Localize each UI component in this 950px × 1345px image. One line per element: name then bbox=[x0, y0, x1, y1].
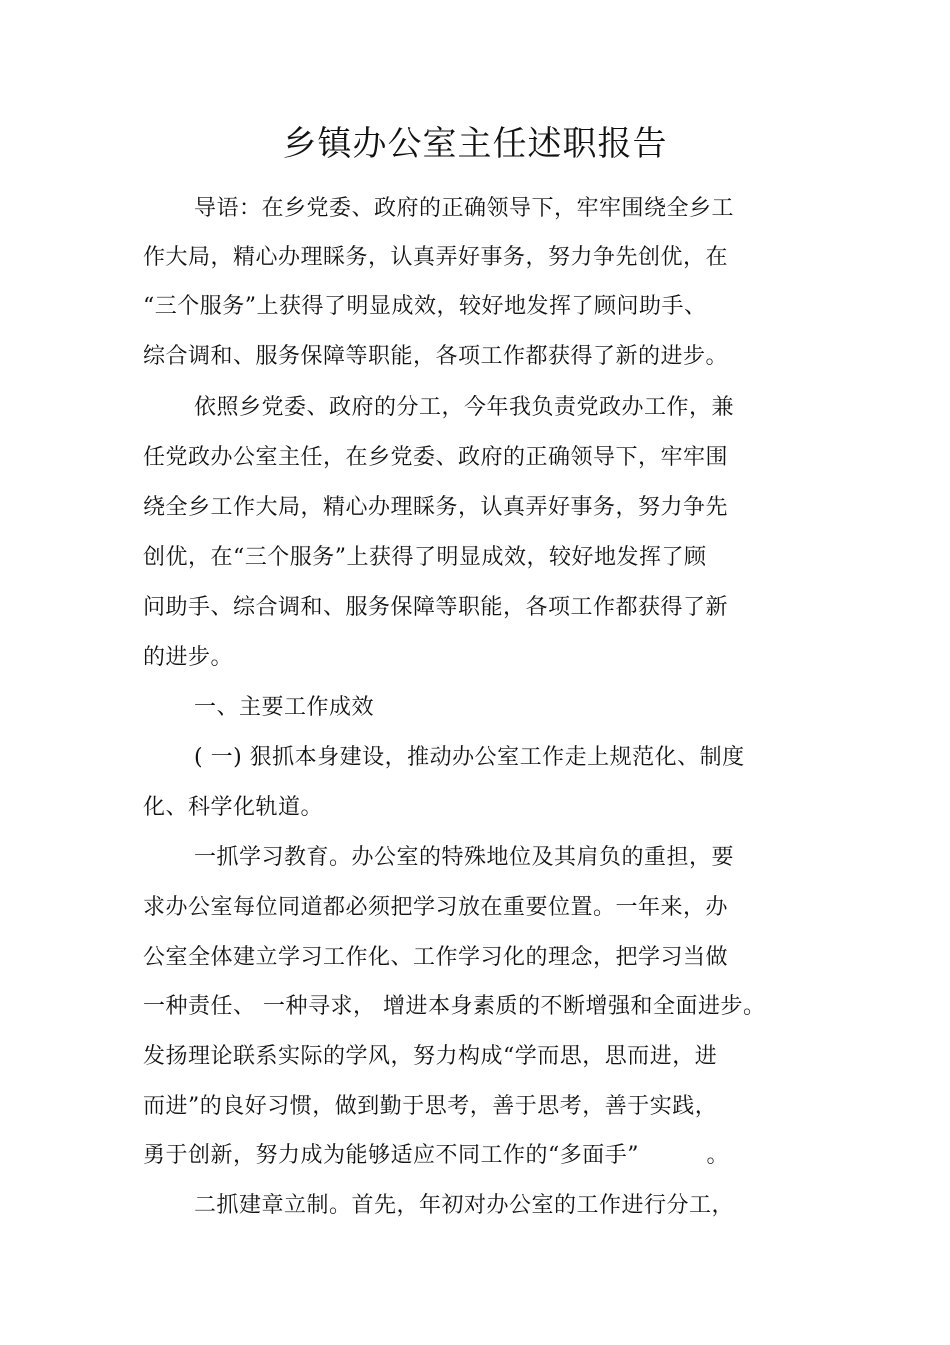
paragraph-line: 绕全乡工作大局，精心办理睬务，认真弄好事务，努力争先 bbox=[143, 495, 729, 520]
paragraph-line: 二抓建章立制。首先，年初对办公室的工作进行分工， bbox=[194, 1193, 735, 1218]
paragraph-line: 一种责任、 一种寻求， 增进本身素质的不断增强和全面进步。 bbox=[143, 994, 766, 1019]
document-title: 乡镇办公室主任述职报告 bbox=[282, 124, 668, 164]
paragraph-line: 依照乡党委、政府的分工，今年我负责党政办工作，兼 bbox=[194, 395, 735, 420]
subsection-heading: 化、科学化轨道。 bbox=[143, 795, 324, 820]
paragraph-line: 勇于创新，努力成为能够适应不同工作的“多面手” 。 bbox=[143, 1143, 729, 1168]
paragraph-line: 问助手、综合调和、服务保障等职能，各项工作都获得了新 bbox=[143, 595, 729, 620]
paragraph-line: 一抓学习教育。办公室的特殊地位及其肩负的重担，要 bbox=[194, 845, 735, 870]
paragraph-line: 而进”的良好习惯，做到勤于思考，善于思考，善于实践， bbox=[143, 1094, 718, 1119]
paragraph-line: 公室全体建立学习工作化、工作学习化的理念，把学习当做 bbox=[143, 945, 729, 970]
paragraph-line: 的进步。 bbox=[143, 645, 234, 670]
paragraph-line: 发扬理论联系实际的学风，努力构成“学而思，思而进，进 bbox=[143, 1044, 718, 1069]
subsection-heading: ( 一) 狠抓本身建设，推动办公室工作走上规范化、制度 bbox=[194, 745, 745, 770]
section-heading: 一、主要工作成效 bbox=[194, 695, 375, 720]
paragraph-line: 求办公室每位同道都必须把学习放在重要位置。一年来，办 bbox=[143, 895, 729, 920]
paragraph-line: 综合调和、服务保障等职能，各项工作都获得了新的进步。 bbox=[143, 344, 729, 369]
paragraph-line: 作大局，精心办理睬务，认真弄好事务，努力争先创优，在 bbox=[143, 245, 729, 270]
paragraph-line: 导语：在乡党委、政府的正确领导下，牢牢围绕全乡工 bbox=[194, 196, 735, 221]
paragraph-line: 创优，在“三个服务”上获得了明显成效，较好地发挥了顾 bbox=[143, 545, 707, 570]
paragraph-line: 任党政办公室主任，在乡党委、政府的正确领导下，牢牢围 bbox=[143, 445, 729, 470]
paragraph-line: “三个服务”上获得了明显成效，较好地发挥了顾问助手、 bbox=[143, 294, 707, 319]
